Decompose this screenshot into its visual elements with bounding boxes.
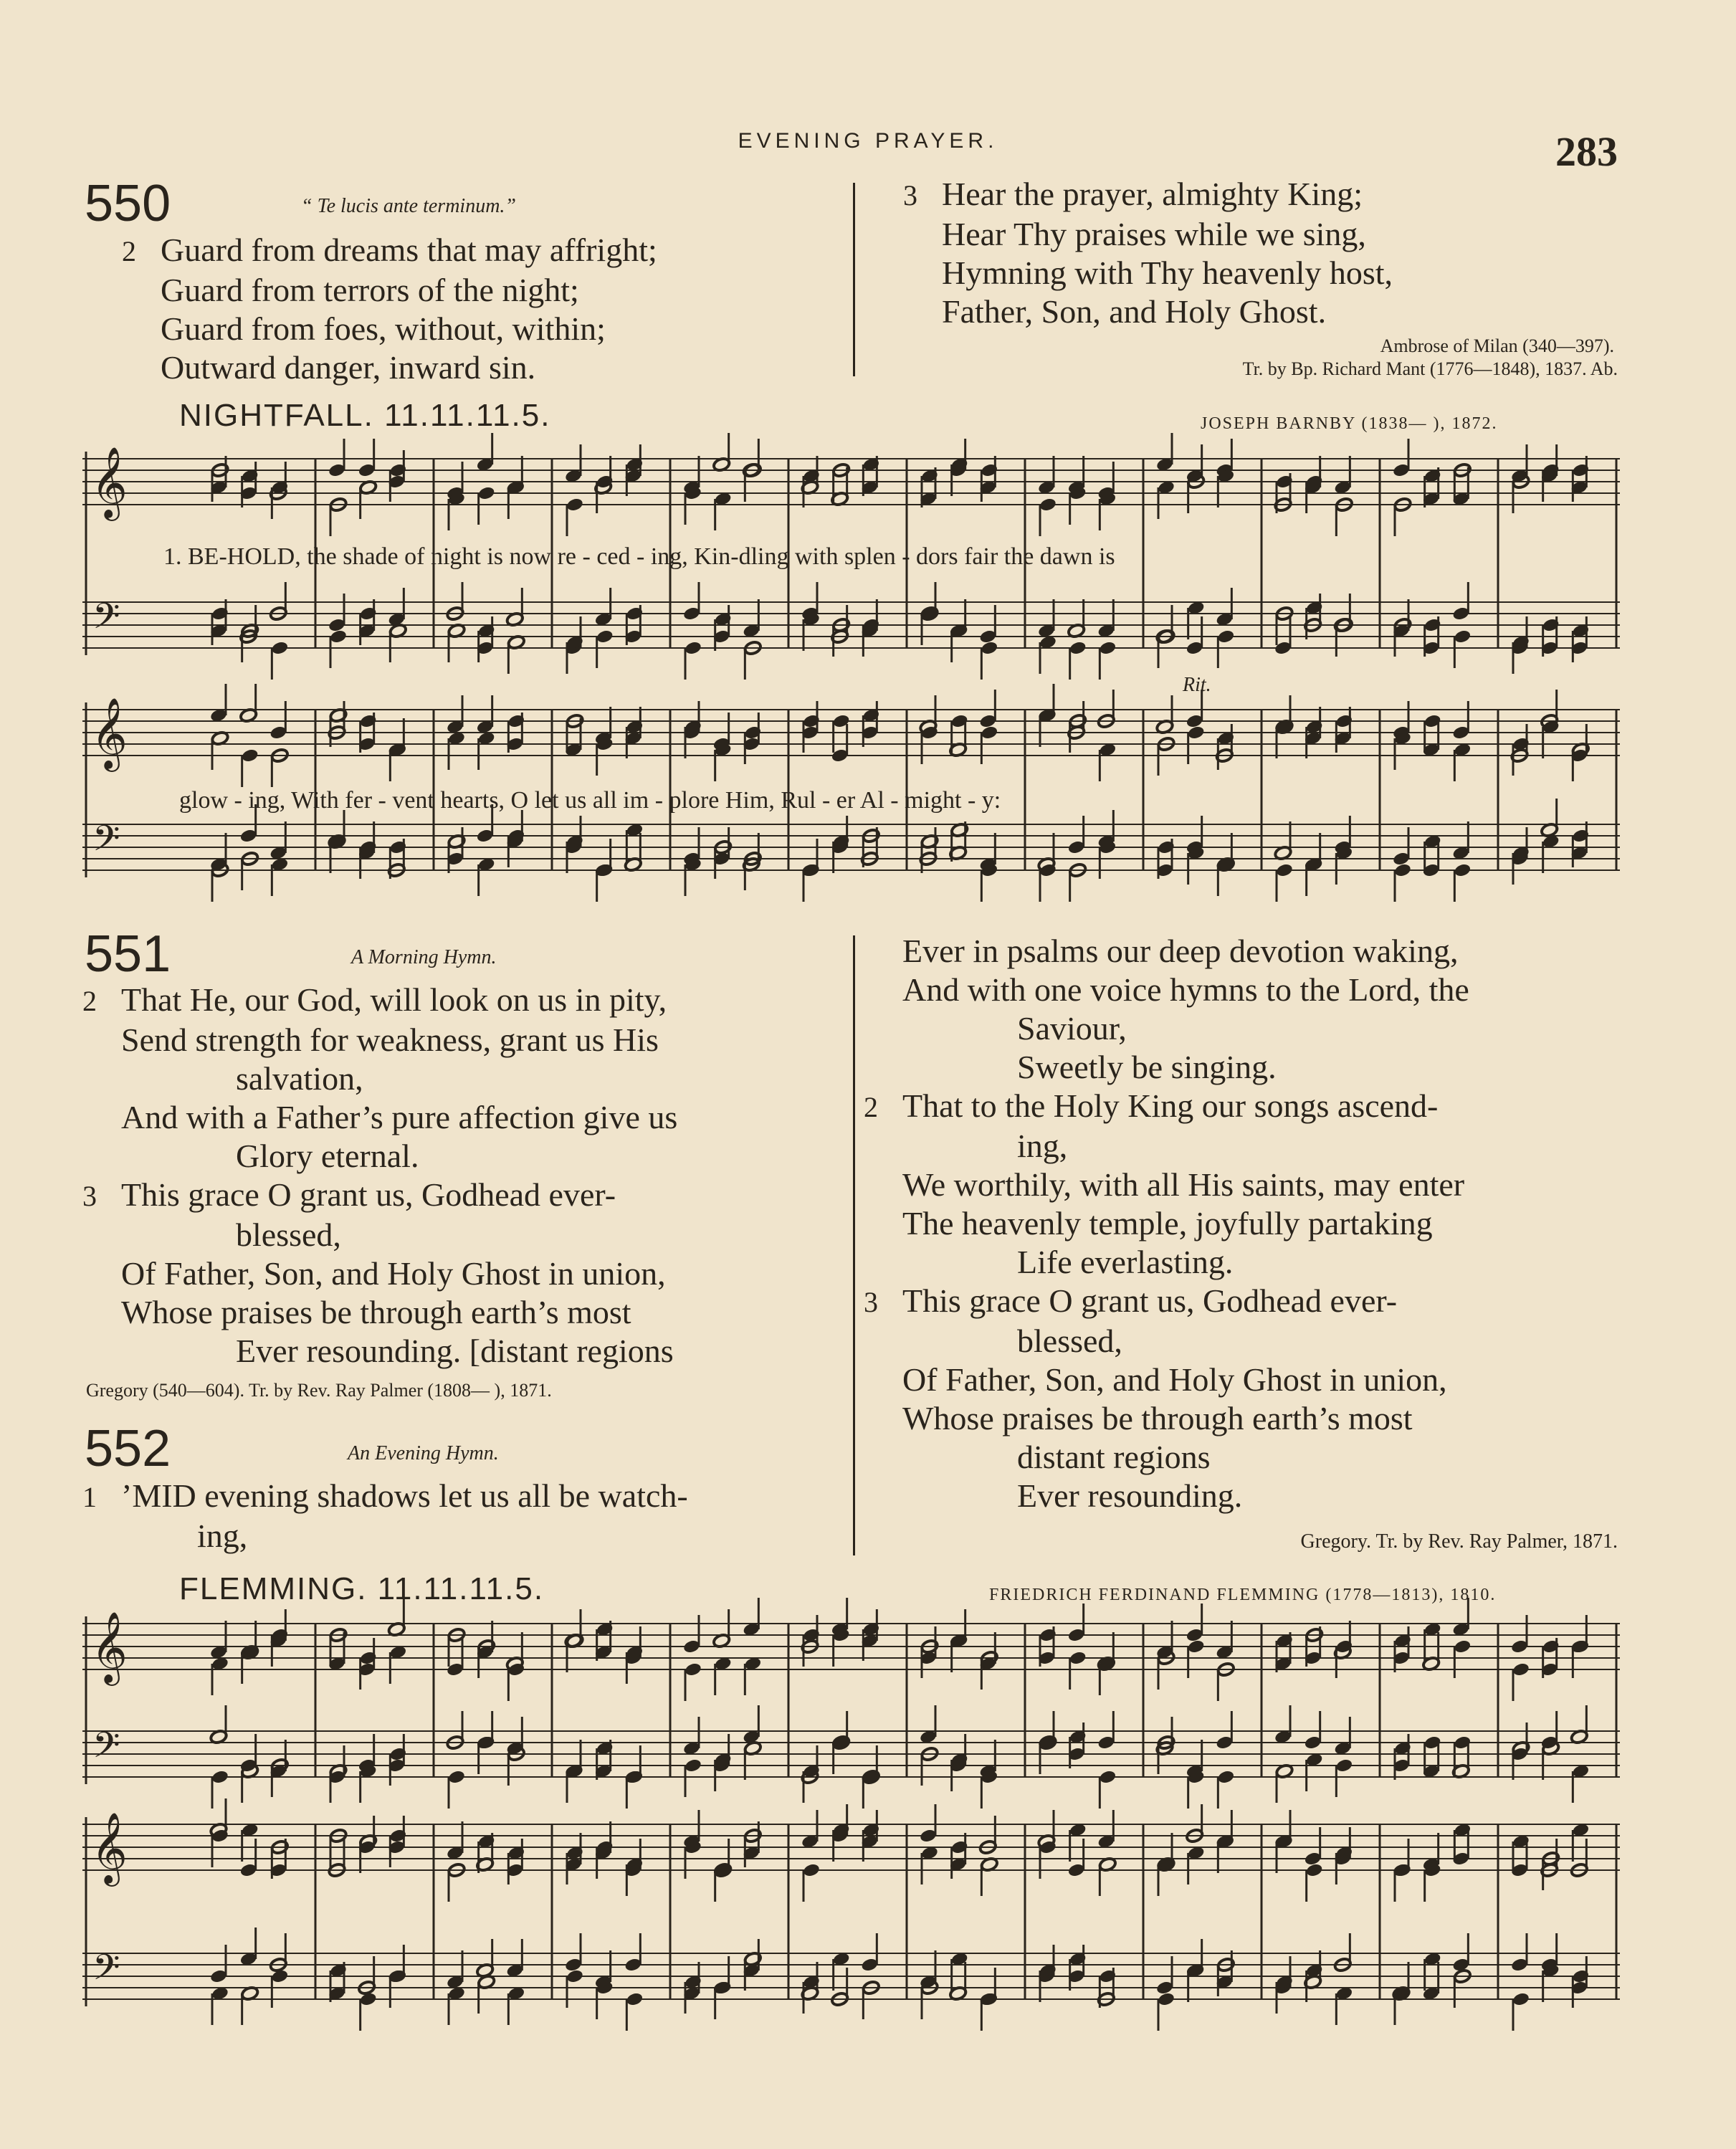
- verse-line: Sweetly be singing.: [1017, 1049, 1277, 1085]
- hymn-552-number: 552: [85, 1420, 171, 1477]
- music-system-3: [82, 1609, 1623, 1796]
- tune-composer: JOSEPH BARNBY (1838— ), 1872.: [1201, 414, 1498, 433]
- hymn-552-subtitle: An Evening Hymn.: [348, 1442, 499, 1464]
- verse-line: 3 This grace O grant us, Godhead ever-: [864, 1282, 1638, 1322]
- verse-line: Guard from terrors of the night;: [161, 272, 579, 308]
- verse-line: Outward danger, inward sin.: [161, 349, 536, 386]
- verse-line: Father, Son, and Holy Ghost.: [942, 293, 1327, 330]
- column-divider: [853, 935, 855, 1555]
- lyrics-line-1: 1. BE-HOLD, the shade of night is now re - ced - ing, Kin-dling with splen - dors fair the dawn is: [163, 543, 1115, 570]
- verse-line: blessed,: [236, 1216, 341, 1253]
- verse-line: Glory eternal.: [236, 1138, 419, 1174]
- verse-line: Life everlasting.: [1017, 1244, 1234, 1280]
- column-divider: [853, 183, 855, 376]
- hymn-552-attribution: Gregory. Tr. by Rev. Ray Palmer, 1871.: [1300, 1530, 1618, 1553]
- svg-text:𝄢: 𝄢: [92, 1725, 120, 1775]
- music-system-4: [82, 1810, 1623, 2025]
- verse-line: And with a Father’s pure affection give us: [121, 1099, 678, 1135]
- svg-text:𝄢: 𝄢: [92, 1947, 120, 1997]
- svg-text:𝄢: 𝄢: [92, 818, 120, 868]
- lyrics-line-2: glow - ing, With fer - vent hearts, O let us all im - plore Him, Rul - er Al - might - y:: [179, 787, 1001, 814]
- verse-line: Hymning with Thy heavenly host,: [942, 254, 1393, 291]
- tune-composer-flemming: FRIEDRICH FERDINAND FLEMMING (1778—1813), 1810.: [989, 1586, 1497, 1604]
- hymn-550-verse-3: [903, 175, 1393, 331]
- verse-line: Ever in psalms our deep devotion waking,: [902, 933, 1459, 969]
- verse-line: Ever resounding.: [1017, 1477, 1243, 1514]
- verse-number: 3: [864, 1286, 878, 1318]
- verse-line: Guard from foes, without, within;: [161, 310, 606, 347]
- running-title: EVENING PRAYER.: [738, 129, 998, 153]
- verse-line: ing,: [197, 1517, 248, 1554]
- verse-number: 2: [82, 985, 97, 1017]
- verse-line: blessed,: [1017, 1323, 1122, 1359]
- verse-line: Ever resounding. [distant regions: [236, 1333, 674, 1369]
- verse-line: 2 That to the Holy King our songs ascend-: [864, 1087, 1638, 1127]
- verse-line: salvation,: [236, 1060, 363, 1097]
- hymn-550-translator: Tr. by Bp. Richard Mant (1776—1848), 1837. Ab.: [1242, 358, 1618, 379]
- hymn-551-attribution: Gregory (540—604). Tr. by Rev. Ray Palmer (1808— ), 1871.: [86, 1380, 552, 1401]
- ritardando-mark: Rit.: [1183, 674, 1211, 696]
- verse-line: 3 This grace O grant us, Godhead ever-: [82, 1176, 842, 1216]
- verse-number: 1: [82, 1481, 97, 1513]
- svg-text:𝄞: 𝄞: [91, 697, 128, 769]
- hymn-550-author: Ambrose of Milan (340—397).: [1380, 335, 1614, 356]
- verse-line: distant regions: [1017, 1439, 1211, 1475]
- verse-line: Whose praises be through earth’s most: [121, 1294, 631, 1330]
- page-number: 283: [1555, 128, 1618, 175]
- verse-line: Of Father, Son, and Holy Ghost in union,: [121, 1255, 666, 1292]
- verse-line: Guard from dreams that may affright;: [161, 232, 657, 268]
- verse-line: ing,: [1017, 1128, 1068, 1164]
- hymn-552-verses: [864, 932, 1638, 1515]
- verse-number: 2: [122, 235, 136, 267]
- hymn-550-verse-2: [122, 231, 657, 387]
- hymn-551-number: 551: [85, 925, 171, 983]
- hymn-551-subtitle: A Morning Hymn.: [351, 946, 497, 968]
- verse-line: Hear Thy praises while we sing,: [942, 216, 1366, 252]
- hymn-550-number: 550: [85, 175, 171, 232]
- verse-line: And with one voice hymns to the Lord, the: [902, 971, 1469, 1008]
- svg-text:𝄞: 𝄞: [91, 447, 128, 518]
- svg-text:𝄞: 𝄞: [91, 1812, 128, 1884]
- verse-line: Of Father, Son, and Holy Ghost in union,: [902, 1361, 1447, 1398]
- verse-line: The heavenly temple, joyfully partaking: [902, 1205, 1433, 1242]
- verse-number: 3: [903, 179, 917, 211]
- hymn-550-subtitle: “ Te lucis ante terminum.”: [301, 195, 516, 217]
- tune-name-flemming: FLEMMING. 11.11.11.5.: [179, 1571, 545, 1606]
- verse-number: 2: [864, 1091, 878, 1123]
- verse-line: Saviour,: [1017, 1010, 1127, 1047]
- verse-line: Hear the prayer, almighty King;: [942, 176, 1363, 212]
- verse-line: Whose praises be through earth’s most: [902, 1400, 1413, 1436]
- tune-name: NIGHTFALL. 11.11.11.5.: [179, 398, 551, 433]
- svg-text:𝄞: 𝄞: [91, 1611, 128, 1683]
- verse-line: Send strength for weakness, grant us His: [121, 1021, 659, 1058]
- verse-line: 2 That He, our God, will look on us in pity,: [82, 981, 842, 1021]
- hymn-552-verse-1: [82, 1477, 688, 1555]
- verse-line: We worthily, with all His saints, may enter: [902, 1166, 1465, 1203]
- svg-text:𝄢: 𝄢: [92, 596, 120, 646]
- verse-line: ’MID evening shadows let us all be watch-: [121, 1477, 688, 1514]
- verse-number: 3: [82, 1180, 97, 1212]
- hymn-551-verses: [82, 981, 842, 1371]
